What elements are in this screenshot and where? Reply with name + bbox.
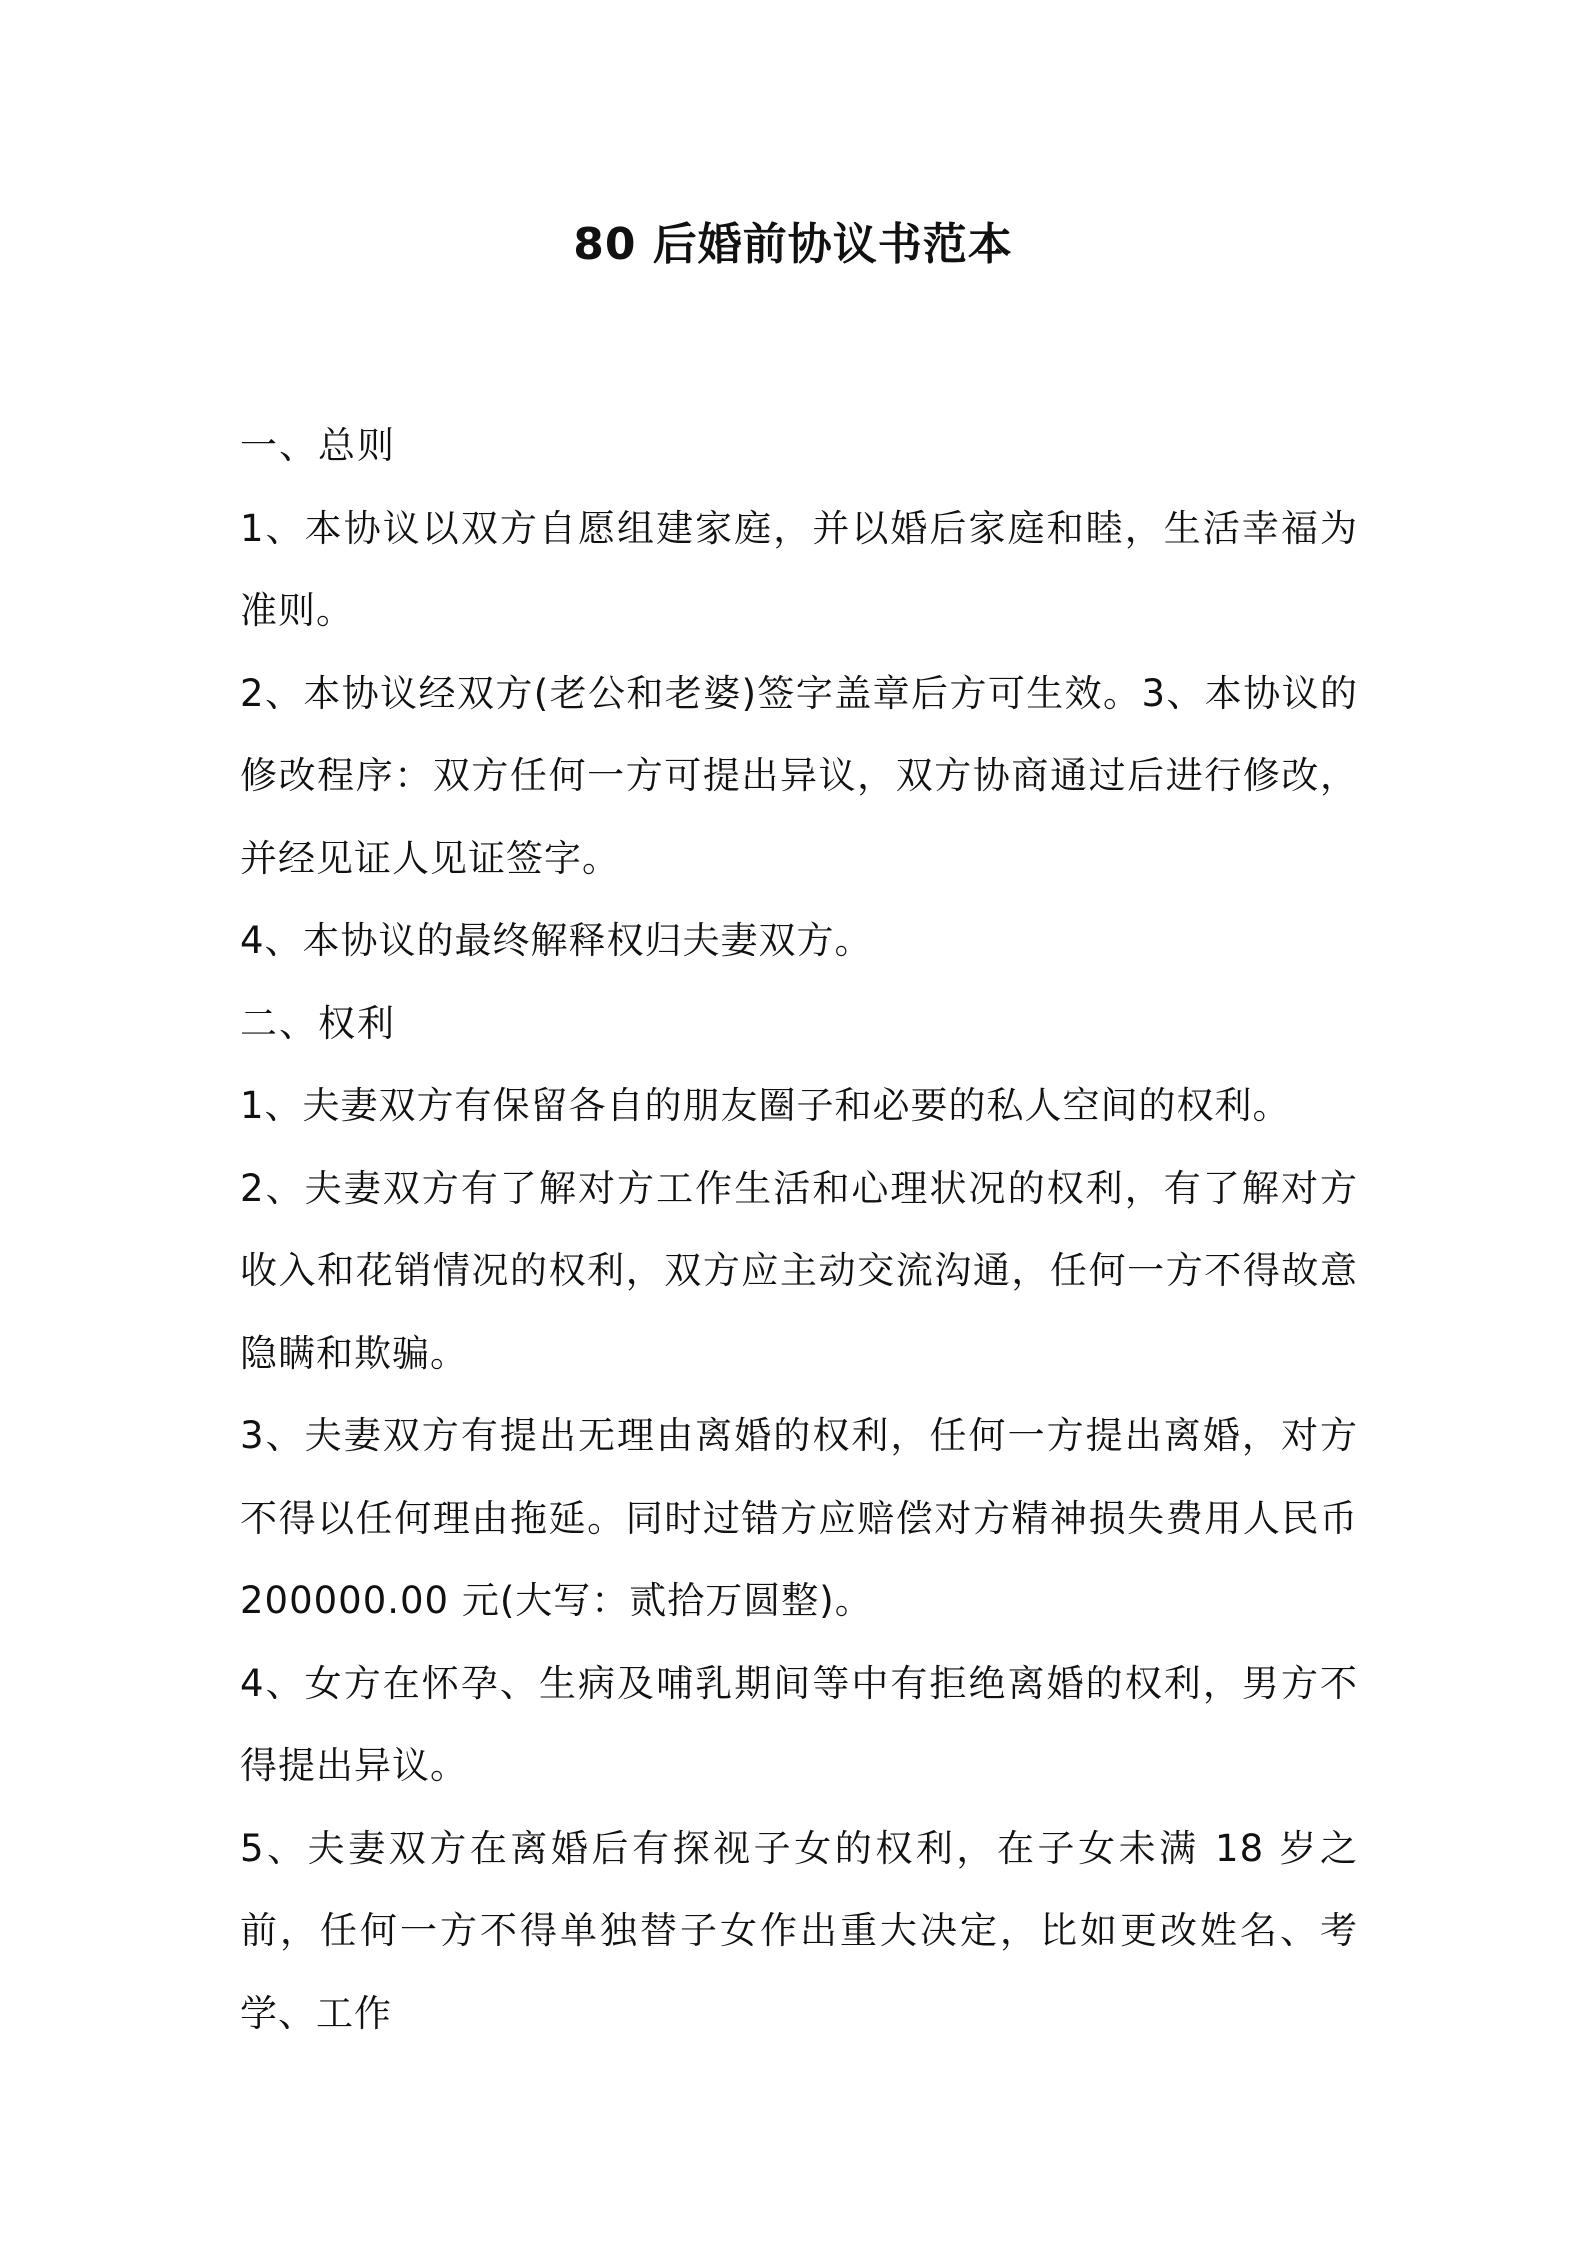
- paragraph-rights-4: 4、女方在怀孕、生病及哺乳期间等中有拒绝离婚的权利，男方不得提出异议。: [240, 1661, 1358, 1787]
- document-title: 80 后婚前协议书范本: [573, 219, 1013, 270]
- paragraph-general-2-3: 2、本协议经双方(老公和老婆)签字盖章后方可生效。3、本协议的修改程序：双方任何一方可提出异议，双方协商通过后进行修改，并经见证人见证签字。: [240, 671, 1358, 880]
- section-heading-general: 一、总则: [240, 424, 396, 467]
- paragraph-rights-5: 5、夫妻双方在离婚后有探视子女的权利，在子女未满 18 岁之前，任何一方不得单独替子女作出重大决定，比如更改姓名、考学、工作: [240, 1826, 1358, 2035]
- paragraph-general-1: 1、本协议以双方自愿组建家庭，并以婚后家庭和睦，生活幸福为准则。: [240, 506, 1358, 632]
- paragraph-rights-1: 1、夫妻双方有保留各自的朋友圈子和必要的私人空间的权利。: [240, 1084, 1291, 1127]
- paragraph-general-4: 4、本协议的最终解释权归夫妻双方。: [240, 919, 873, 962]
- paragraph-rights-3: 3、夫妻双方有提出无理由离婚的权利，任何一方提出离婚，对方不得以任何理由拖延。同时过错方应赔偿对方精神损失费用人民币 200000.00 元(大写：贰拾万圆整)。: [240, 1414, 1358, 1622]
- section-heading-rights: 二、权利: [240, 1001, 396, 1045]
- paragraph-rights-2: 2、夫妻双方有了解对方工作生活和心理状况的权利，有了解对方收入和花销情况的权利，双方应主动交流沟通，任何一方不得故意隐瞒和欺骗。: [240, 1166, 1358, 1375]
- document-body: [240, 405, 1358, 2055]
